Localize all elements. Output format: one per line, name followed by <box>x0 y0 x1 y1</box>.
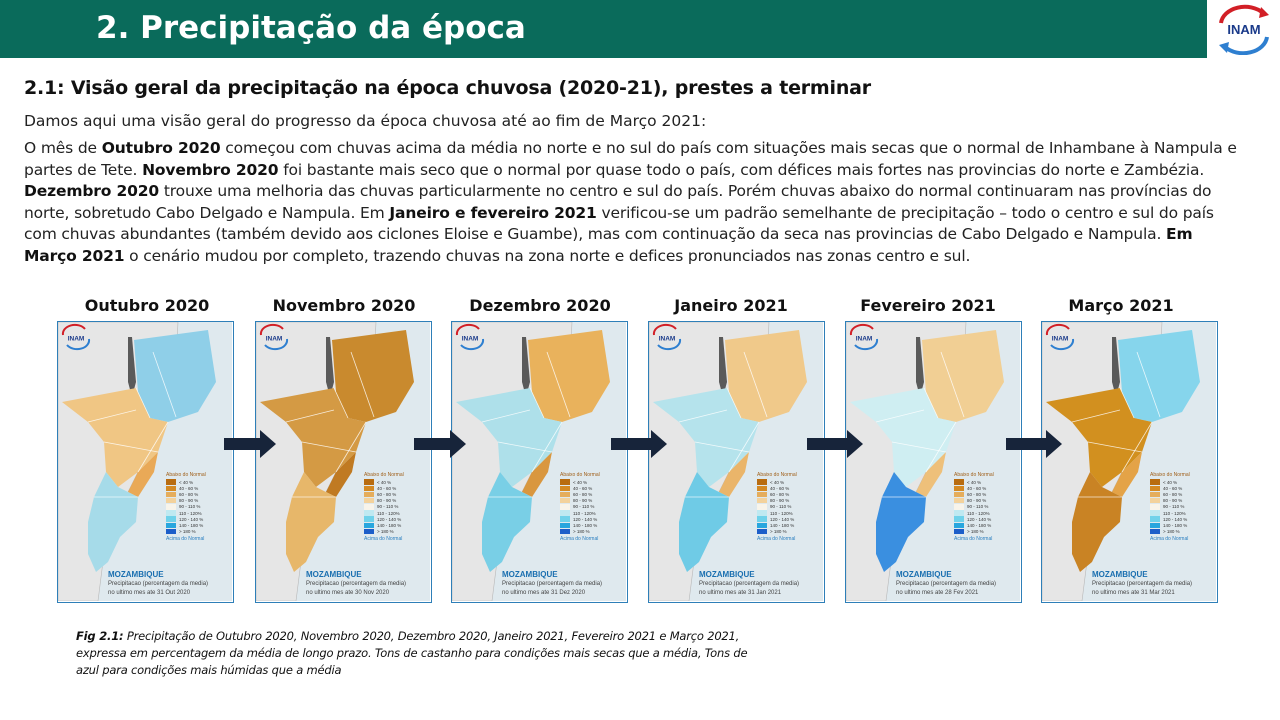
legend-label: < 40 % <box>573 479 588 485</box>
legend-item <box>954 529 1014 535</box>
legend-swatch <box>757 516 767 522</box>
legend-swatch <box>560 504 570 510</box>
map-date-label: no ultimo mes ate 31 Jan 2021 <box>699 590 782 596</box>
svg-text:INAM: INAM <box>67 335 85 343</box>
legend-swatch <box>560 510 570 516</box>
legend-swatch <box>166 510 176 516</box>
legend-label: 40 - 60 % <box>179 485 199 491</box>
legend-swatch <box>954 504 964 510</box>
map-panel-fevereiro <box>845 321 1022 603</box>
legend-title: Abaixo do Normal <box>1150 472 1190 478</box>
map-subtitle: Precipitacao (percentagem da media) <box>502 581 603 587</box>
legend-swatch <box>757 479 767 485</box>
legend-swatch <box>166 504 176 510</box>
legend-swatch <box>560 486 570 492</box>
legend-label: > 180 % <box>573 529 590 535</box>
body-paragraph: O mês de Outubro 2020 começou com chuvas acima da média no norte e no sul do país com situações mais secas que o normal de Inhambane à Nampula e partes de Tete. Novembro 2020 foi bastante mais seco que o normal por quase todo o país, com défices mais fortes nas provincias do norte e Zambézia. Dezembro 2020 trouxe uma melhoria das chuvas particularmente no centro e sul do país. Porém chuvas abaixo do normal continuaram nas províncias do norte, sobretudo Cabo Delgado e Nampula. Em Janeiro e fevereiro 2021 verificou-se um padrão semelhante de precipitação – todo o centro e sul do país com chuvas abundantes (também devido aos ciclones Eloise e Guambe), mas com continuação da seca nas provincias de Cabo Delgado e Nampula. Em Março 2021 o cenário mudou por completo, trazendo chuvas na zona norte e defices pronunciados nas zonas centro e sul. <box>24 139 1237 265</box>
map-date-label: no ultimo mes ate 31 Mar 2021 <box>1092 590 1175 596</box>
legend-label: 60 - 80 % <box>573 491 593 497</box>
legend-swatch <box>954 523 964 529</box>
legend-swatch <box>364 486 374 492</box>
map-country-label: MOZAMBIQUE <box>699 570 755 579</box>
map-legend <box>1150 472 1210 542</box>
legend-swatch <box>757 498 767 504</box>
map-country-label: MOZAMBIQUE <box>306 570 362 579</box>
legend-foot: Acima do Normal <box>757 535 796 542</box>
legend-foot: Acima do Normal <box>1150 535 1189 542</box>
legend-swatch <box>364 510 374 516</box>
legend-title: Abaixo do Normal <box>166 472 206 478</box>
legend-label: < 40 % <box>179 479 194 485</box>
legend-swatch <box>1150 486 1160 492</box>
legend-item <box>166 529 226 535</box>
legend-swatch <box>364 523 374 529</box>
legend-label: 60 - 80 % <box>1163 491 1183 497</box>
map-legend <box>954 472 1014 542</box>
intro-text: Damos aqui uma visão geral do progresso da época chuvosa até ao fim de Março 2021: <box>24 112 707 130</box>
legend-label: 140 - 180 % <box>1163 522 1188 528</box>
legend-swatch <box>1150 516 1160 522</box>
legend-label: 40 - 60 % <box>377 485 397 491</box>
legend-swatch <box>560 492 570 498</box>
legend-label: 80 - 90 % <box>1163 498 1183 504</box>
map-date-label: no ultimo mes ate 30 Nov 2020 <box>306 590 390 596</box>
legend-label: > 180 % <box>377 529 394 535</box>
legend-label: 110 - 120% <box>573 510 596 516</box>
legend-label: 110 - 120% <box>770 510 793 516</box>
legend-label: > 180 % <box>179 529 196 535</box>
svg-text:INAM: INAM <box>1051 335 1069 343</box>
legend-swatch <box>1150 523 1160 529</box>
legend-swatch <box>560 498 570 504</box>
svg-text:INAM: INAM <box>855 335 873 343</box>
legend-swatch <box>364 492 374 498</box>
svg-text:INAM: INAM <box>658 335 676 343</box>
mozambique-map <box>452 322 626 601</box>
arrow-right-icon <box>224 430 278 458</box>
map-legend <box>364 472 424 542</box>
legend-swatch <box>954 498 964 504</box>
map-date-label: no ultimo mes ate 31 Dez 2020 <box>502 590 586 596</box>
legend-label: 90 - 110 % <box>770 504 792 510</box>
legend-swatch <box>166 486 176 492</box>
mozambique-map <box>1042 322 1216 601</box>
legend-swatch <box>560 529 570 535</box>
legend-label: 140 - 180 % <box>377 522 402 528</box>
inam-logo <box>1205 0 1280 58</box>
svg-text:INAM: INAM <box>1226 22 1261 37</box>
legend-label: < 40 % <box>1163 479 1178 485</box>
legend-title: Abaixo do Normal <box>757 472 797 478</box>
legend-swatch <box>1150 529 1160 535</box>
legend-label: 120 - 140 % <box>967 516 992 522</box>
arrow-right-icon <box>414 430 468 458</box>
legend-title: Abaixo do Normal <box>560 472 600 478</box>
map-title-fevereiro: Fevereiro 2021 <box>860 296 996 315</box>
map-legend <box>560 472 620 542</box>
legend-label: 80 - 90 % <box>179 498 199 504</box>
legend-label: 60 - 80 % <box>179 491 199 497</box>
legend-swatch <box>166 479 176 485</box>
legend-swatch <box>166 523 176 529</box>
mozambique-map <box>58 322 232 601</box>
map-title-marco: Março 2021 <box>1068 296 1174 315</box>
arrow-right-icon <box>611 430 669 458</box>
map-subtitle: Precipitacao (percentagem da media) <box>896 581 997 587</box>
legend-label: > 180 % <box>967 529 984 535</box>
legend-label: 140 - 180 % <box>967 522 992 528</box>
legend-swatch <box>1150 510 1160 516</box>
legend-title: Abaixo do Normal <box>954 472 994 478</box>
legend-swatch <box>560 516 570 522</box>
legend-label: 90 - 110 % <box>1163 504 1185 510</box>
legend-label: 90 - 110 % <box>179 504 201 510</box>
legend-foot: Acima do Normal <box>560 535 599 542</box>
legend-label: 40 - 60 % <box>770 485 790 491</box>
inam-logo-icon <box>1211 3 1277 55</box>
map-country-label: MOZAMBIQUE <box>108 570 164 579</box>
legend-label: 110 - 120% <box>179 510 202 516</box>
legend-swatch <box>364 504 374 510</box>
arrow-right-icon <box>807 430 865 458</box>
legend-swatch <box>1150 479 1160 485</box>
map-subtitle: Precipitacao (percentagem da media) <box>1092 581 1193 587</box>
map-country-label: MOZAMBIQUE <box>896 570 952 579</box>
legend-swatch <box>954 510 964 516</box>
legend-swatch <box>1150 498 1160 504</box>
map-panel-dezembro <box>451 321 628 603</box>
legend-label: 120 - 140 % <box>770 516 795 522</box>
legend-swatch <box>1150 492 1160 498</box>
legend-swatch <box>560 479 570 485</box>
legend-foot: Acima do Normal <box>954 535 993 542</box>
arrow-right-icon <box>1006 430 1064 458</box>
legend-label: 80 - 90 % <box>377 498 397 504</box>
figure-caption: Fig 2.1: Precipitação de Outubro 2020, Novembro 2020, Dezembro 2020, Janeiro 2021, Fevereiro 2021 e Março 2021, expressa em percentagem da média de longo prazo. Tons de castanho para condições mais secas que a média, Tons de azul para condições mais húmidas que a média <box>76 629 748 677</box>
map-country-label: MOZAMBIQUE <box>1092 570 1148 579</box>
map-date-label: no ultimo mes ate 31 Out 2020 <box>108 590 191 596</box>
legend-label: 90 - 110 % <box>573 504 595 510</box>
map-title-dezembro: Dezembro 2020 <box>469 296 611 315</box>
svg-text:INAM: INAM <box>265 335 283 343</box>
legend-label: > 180 % <box>1163 529 1180 535</box>
legend-swatch <box>757 504 767 510</box>
legend-swatch <box>954 529 964 535</box>
legend-label: 120 - 140 % <box>179 516 204 522</box>
legend-label: < 40 % <box>770 479 785 485</box>
legend-swatch <box>757 529 767 535</box>
legend-label: > 180 % <box>770 529 787 535</box>
map-subtitle: Precipitacao (percentagem da media) <box>306 581 407 587</box>
mozambique-map <box>846 322 1020 601</box>
legend-label: 80 - 90 % <box>967 498 987 504</box>
legend-label: 120 - 140 % <box>377 516 402 522</box>
map-title-novembro: Novembro 2020 <box>272 296 416 315</box>
legend-label: 110 - 120% <box>967 510 990 516</box>
map-legend <box>757 472 817 542</box>
legend-label: 140 - 180 % <box>770 522 795 528</box>
page-title: 2. Precipitação da época <box>96 10 526 46</box>
map-panel-outubro <box>57 321 234 603</box>
map-subtitle: Precipitacao (percentagem da media) <box>699 581 800 587</box>
map-panel-novembro <box>255 321 432 603</box>
legend-label: 40 - 60 % <box>967 485 987 491</box>
legend-label: < 40 % <box>377 479 392 485</box>
legend-swatch <box>954 486 964 492</box>
legend-item <box>364 529 424 535</box>
legend-item <box>560 529 620 535</box>
map-title-outubro: Outubro 2020 <box>84 296 210 315</box>
legend-label: 140 - 180 % <box>573 522 598 528</box>
legend-label: 60 - 80 % <box>967 491 987 497</box>
legend-foot: Acima do Normal <box>166 535 205 542</box>
map-subtitle: Precipitacao (percentagem da media) <box>108 581 209 587</box>
map-panel-marco <box>1041 321 1218 603</box>
legend-swatch <box>757 486 767 492</box>
legend-label: 40 - 60 % <box>573 485 593 491</box>
legend-swatch <box>166 498 176 504</box>
legend-label: < 40 % <box>967 479 982 485</box>
svg-text:INAM: INAM <box>461 335 479 343</box>
legend-label: 90 - 110 % <box>377 504 399 510</box>
legend-label: 80 - 90 % <box>770 498 790 504</box>
legend-swatch <box>364 529 374 535</box>
legend-foot: Acima do Normal <box>364 535 403 542</box>
legend-label: 140 - 180 % <box>179 522 204 528</box>
legend-label: 40 - 60 % <box>1163 485 1183 491</box>
map-country-label: MOZAMBIQUE <box>502 570 558 579</box>
section-subtitle: 2.1: Visão geral da precipitação na época chuvosa (2020-21), prestes a terminar <box>24 77 871 99</box>
legend-swatch <box>954 492 964 498</box>
legend-swatch <box>757 492 767 498</box>
map-legend <box>166 472 226 542</box>
legend-label: 110 - 120% <box>1163 510 1186 516</box>
legend-label: 90 - 110 % <box>967 504 989 510</box>
header-bar <box>0 0 1280 58</box>
legend-swatch <box>954 516 964 522</box>
legend-item <box>757 529 817 535</box>
legend-swatch <box>364 516 374 522</box>
legend-label: 110 - 120% <box>377 510 400 516</box>
legend-swatch <box>364 498 374 504</box>
legend-label: 120 - 140 % <box>1163 516 1188 522</box>
mozambique-map <box>256 322 430 601</box>
legend-swatch <box>166 516 176 522</box>
legend-swatch <box>757 510 767 516</box>
legend-swatch <box>954 479 964 485</box>
legend-title: Abaixo do Normal <box>364 472 404 478</box>
legend-swatch <box>1150 504 1160 510</box>
legend-swatch <box>166 492 176 498</box>
map-title-janeiro: Janeiro 2021 <box>674 296 788 315</box>
legend-label: 120 - 140 % <box>573 516 598 522</box>
legend-label: 60 - 80 % <box>377 491 397 497</box>
map-date-label: no ultimo mes ate 28 Fev 2021 <box>896 590 979 596</box>
legend-label: 80 - 90 % <box>573 498 593 504</box>
legend-swatch <box>166 529 176 535</box>
legend-swatch <box>364 479 374 485</box>
legend-swatch <box>560 523 570 529</box>
legend-item <box>1150 529 1210 535</box>
legend-swatch <box>757 523 767 529</box>
map-panel-janeiro <box>648 321 825 603</box>
mozambique-map <box>649 322 823 601</box>
legend-label: 60 - 80 % <box>770 491 790 497</box>
